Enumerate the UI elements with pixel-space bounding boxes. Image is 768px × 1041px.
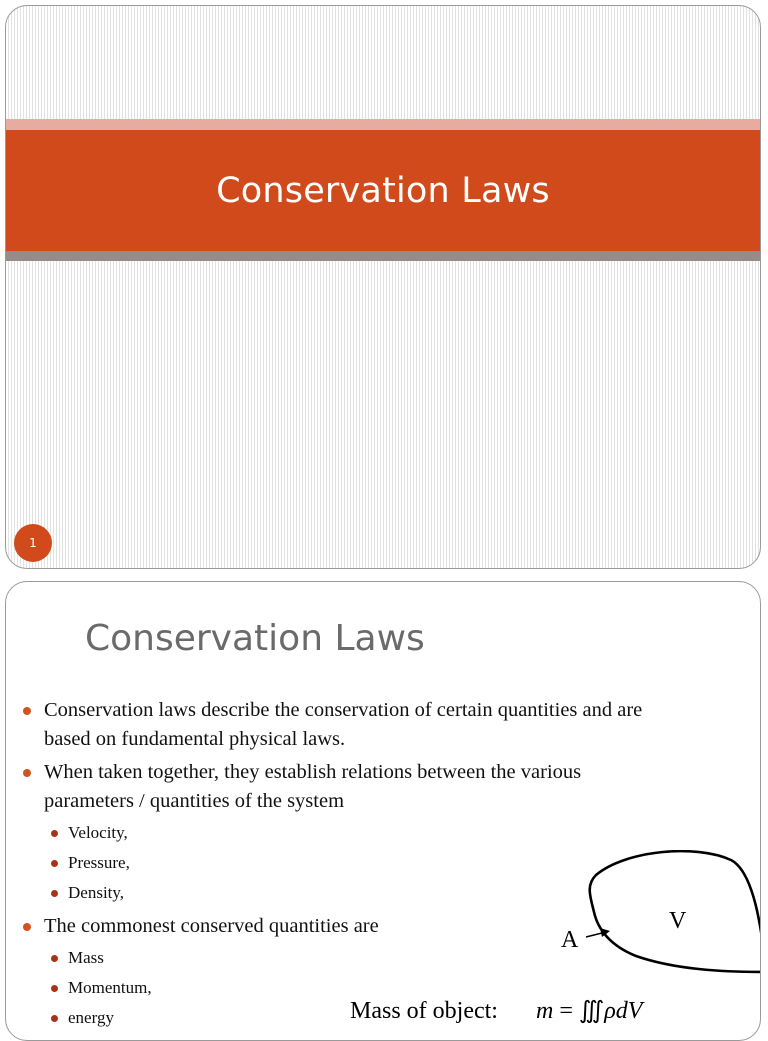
bullet-dot-icon [23, 923, 31, 931]
sub-bullet-dot-icon [51, 890, 58, 897]
formula-mass-symbol: m [535, 998, 554, 1024]
title-slide [5, 5, 761, 569]
sub-bullet-dot-icon [51, 955, 58, 962]
formula-equals: = [559, 998, 573, 1024]
bullet-text: Conservation laws describe the conservation of certain quantities and are based on fundamental physical laws. [44, 699, 643, 750]
formula-density-symbol: ρ [604, 998, 616, 1024]
sub-bullet-text: energy [68, 1008, 114, 1027]
bullet-item [20, 696, 670, 754]
bullet-text: The commonest conserved quantities are [44, 915, 379, 937]
area-label: A [561, 927, 579, 953]
sub-bullet-dot-icon [51, 985, 58, 992]
bullet-dot-icon [23, 707, 31, 715]
slide-heading: Conservation Laws [85, 618, 425, 659]
sub-bullet-text: Pressure, [68, 853, 130, 872]
volume-label: V [669, 908, 687, 934]
sub-bullet-dot-icon [51, 860, 58, 867]
formula-volume-element: dV [615, 998, 643, 1024]
sub-bullet-text: Mass [68, 948, 104, 967]
sub-bullet-item [44, 818, 670, 848]
sub-bullet-text: Momentum, [68, 978, 152, 997]
control-volume-figure [526, 850, 761, 980]
sub-bullet-text: Density, [68, 883, 125, 902]
bullet-text: When taken together, they establish relations between the various parameters / quantities of the system [44, 761, 582, 812]
mass-caption: Mass of object: [350, 998, 498, 1024]
formula-triple-integral: ∭ [578, 998, 605, 1024]
page-number-badge: 1 [14, 524, 52, 562]
accent-band-bottom [6, 251, 760, 261]
bullet-dot-icon [23, 769, 31, 777]
mass-equation [350, 996, 642, 1025]
title-band [6, 130, 760, 251]
sub-bullet-dot-icon [51, 830, 58, 837]
accent-band-top [6, 119, 760, 130]
content-slide [5, 581, 761, 1041]
sub-bullet-dot-icon [51, 1015, 58, 1022]
slide-title: Conservation Laws [216, 170, 550, 211]
sub-bullet-text: Velocity, [68, 823, 128, 842]
